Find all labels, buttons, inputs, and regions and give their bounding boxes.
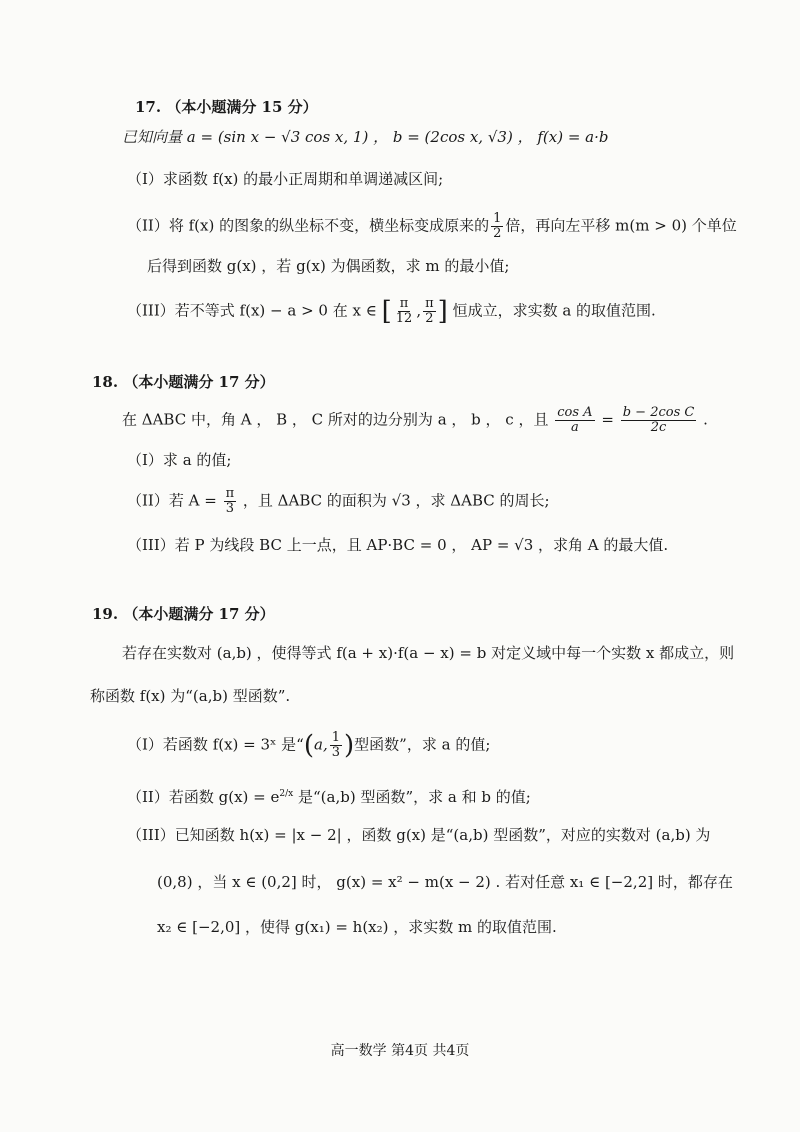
frac-den: 2 [425, 311, 434, 326]
frac-num: 1 [493, 211, 502, 226]
equals-sign: = [601, 410, 614, 429]
q17-part2-line2: 后得到函数 g(x) ，若 g(x) 为偶函数，求 m 的最小值; [147, 257, 510, 275]
frac-num: π [425, 296, 434, 311]
frac-den: a [571, 420, 579, 435]
q18-header: 18. （本小题满分 17 分） [92, 373, 275, 391]
frac-num: 1 [331, 730, 341, 745]
q18-part2 [127, 487, 550, 516]
q19-intro-line2: 称函数 f(x) 为“(a,b) 型函数”. [90, 687, 291, 705]
right-bracket: ] [437, 296, 448, 327]
q18-given [122, 406, 708, 435]
q19-part3-line3: x₂ ∈ [−2,0] ，使得 g(x₁) = h(x₂) ，求实数 m 的取值范围. [157, 918, 557, 936]
q18-part3: （III）若 P 为线段 BC 上一点，且 AP·BC = 0 ， AP = √3 ，求角 A 的最大值. [127, 536, 669, 554]
exponent: 2/x [279, 789, 294, 799]
q17-part2-text-post: 倍，再向左平移 m(m > 0) 个单位 [505, 216, 737, 235]
frac-num: b − 2cos C [622, 405, 695, 420]
fraction-pi-3 [224, 487, 237, 516]
q19-header: 19. （本小题满分 17 分） [92, 605, 275, 623]
comma: , [416, 301, 422, 320]
frac-den: 2 [493, 226, 502, 241]
q19-part2 [127, 784, 531, 807]
q19-part1 [127, 731, 490, 760]
fraction-pi-2 [423, 297, 436, 326]
frac-den: 3 [225, 501, 234, 516]
q17-part3 [127, 297, 656, 326]
q17-part1: （I）求函数 f(x) 的最小正周期和单调递减区间; [127, 170, 444, 188]
q19-part1-post: 型函数”，求 a 的值; [354, 735, 491, 754]
q17-part3-post: 恒成立，求实数 a 的取值范围. [452, 301, 656, 320]
q19-part1-a: a, [314, 735, 328, 754]
q17-part2-line1 [127, 212, 737, 241]
q19-part2-post: 是“(a,b) 型函数”，求 a 和 b 的值; [293, 788, 531, 806]
q17-header: 17. （本小题满分 15 分） [135, 98, 318, 116]
q19-part1-pre: （I）若函数 f(x) = 3ˣ 是“ [127, 735, 304, 754]
q17-part3-pre: （III）若不等式 f(x) − a > 0 在 x ∈ [127, 301, 377, 320]
q19-part3-line2: (0,8) ，当 x ∈ (0,2] 时， g(x) = x² − m(x − 2) . 若对任意 x₁ ∈ [−2,2] 时，都存在 [157, 873, 733, 891]
fraction-cosA-a [555, 406, 594, 435]
q17-part2-text-pre: （II）将 f(x) 的图象的纵坐标不变，横坐标变成原来的 [127, 216, 490, 235]
q18-part2-post: ，且 ΔABC 的面积为 √3 ，求 ΔABC 的周长; [242, 491, 550, 510]
frac-den: 12 [395, 311, 413, 326]
q18-part1: （I）求 a 的值; [127, 451, 232, 469]
frac-den: 3 [331, 745, 341, 760]
period: . [703, 410, 708, 429]
frac-num: π [399, 296, 409, 311]
q19-intro-line1: 若存在实数对 (a,b) ，使得等式 f(a + x)·f(a − x) = b 对定义域中每一个实数 x 都成立，则 [122, 644, 735, 662]
fraction-b-2cosC-2c [621, 406, 697, 435]
frac-den: 2c [650, 420, 667, 435]
q19-part2-pre: （II）若函数 g(x) = e [127, 788, 280, 806]
left-bracket: [ [381, 296, 392, 327]
frac-num: π [225, 486, 235, 501]
fraction-pi-12 [394, 297, 415, 326]
q19-part3-line1: （III）已知函数 h(x) = |x − 2| ，函数 g(x) 是“(a,b) 型函数”，对应的实数对 (a,b) 为 [127, 826, 711, 844]
fraction-one-third [330, 731, 342, 760]
frac-num: cos A [557, 405, 593, 420]
q17-given: 已知向量 a = (sin x − √3 cos x, 1) ， b = (2cos x, √3) ， f(x) = a·b [122, 128, 609, 146]
right-paren: ) [344, 730, 355, 761]
fraction-half [491, 212, 503, 241]
page-footer: 高一数学 第4页 共4页 [330, 1043, 470, 1059]
q18-part2-pre: （II）若 A = [127, 491, 217, 510]
left-paren: ( [303, 730, 315, 761]
q18-given-pre: 在 ΔABC 中，角 A ， B ， C 所对的边分别为 a ， b ， c ，且 [122, 410, 549, 429]
